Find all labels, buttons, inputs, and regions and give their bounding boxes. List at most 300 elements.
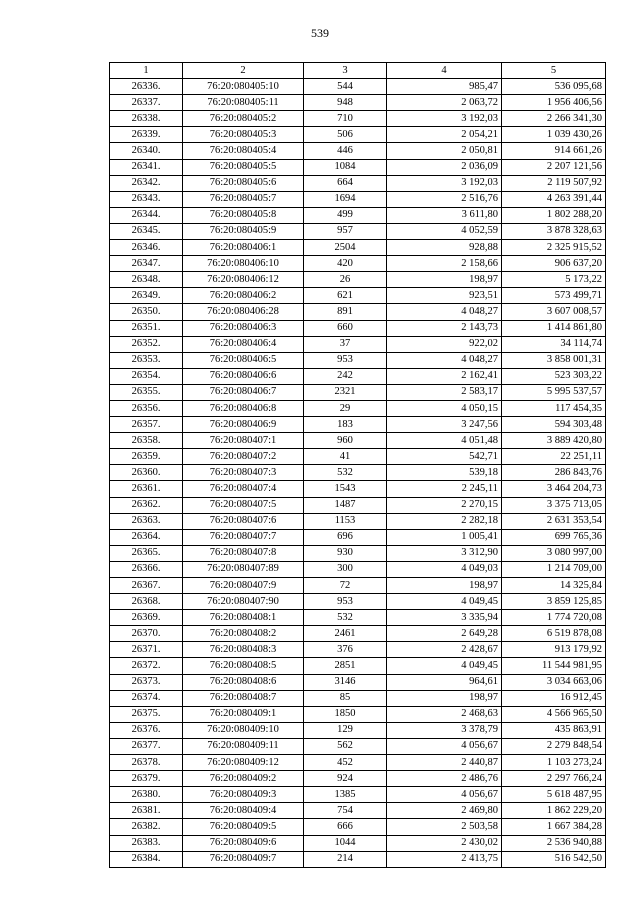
row-number-cell: 26348.: [110, 272, 183, 288]
specific-value-cell: 2 649,28: [387, 626, 502, 642]
specific-value-cell: 198,97: [387, 578, 502, 594]
table-row: [110, 513, 606, 529]
area-cell: 696: [304, 529, 387, 545]
row-number-cell: 26340.: [110, 143, 183, 159]
specific-value-cell: 928,88: [387, 240, 502, 256]
area-cell: 621: [304, 288, 387, 304]
row-number-cell: 26368.: [110, 594, 183, 610]
specific-value-cell: 2 440,87: [387, 755, 502, 771]
area-cell: 1084: [304, 159, 387, 175]
specific-value-cell: 4 051,48: [387, 433, 502, 449]
cadastral-number-cell: 76:20:080405:4: [183, 143, 304, 159]
row-number-cell: 26375.: [110, 706, 183, 722]
area-cell: 666: [304, 819, 387, 835]
cadastral-number-cell: 76:20:080407:8: [183, 545, 304, 561]
specific-value-cell: 2 503,58: [387, 819, 502, 835]
area-cell: 183: [304, 417, 387, 433]
table-row: [110, 674, 606, 690]
cadastral-number-cell: 76:20:080405:11: [183, 95, 304, 111]
table-row: [110, 449, 606, 465]
table-row: [110, 127, 606, 143]
specific-value-cell: 3 247,56: [387, 417, 502, 433]
row-number-cell: 26337.: [110, 95, 183, 111]
cadastral-value-cell: 11 544 981,95: [502, 658, 606, 674]
area-cell: 420: [304, 256, 387, 272]
specific-value-cell: 4 050,15: [387, 400, 502, 416]
cadastral-number-cell: 76:20:080409:1: [183, 706, 304, 722]
specific-value-cell: 3 611,80: [387, 207, 502, 223]
area-cell: 1153: [304, 513, 387, 529]
cadastral-number-cell: 76:20:080409:5: [183, 819, 304, 835]
table-row: [110, 175, 606, 191]
cadastral-value-cell: 699 765,36: [502, 529, 606, 545]
table-row: [110, 594, 606, 610]
cadastral-value-cell: 34 114,74: [502, 336, 606, 352]
specific-value-cell: 3 192,03: [387, 175, 502, 191]
table-row: [110, 240, 606, 256]
area-cell: 1850: [304, 706, 387, 722]
specific-value-cell: 985,47: [387, 79, 502, 95]
table-row: [110, 819, 606, 835]
area-cell: 1543: [304, 481, 387, 497]
cadastral-value-cell: 286 843,76: [502, 465, 606, 481]
cadastral-value-cell: 1 667 384,28: [502, 819, 606, 835]
table-row: [110, 336, 606, 352]
area-cell: 452: [304, 755, 387, 771]
table-row: [110, 610, 606, 626]
table-row: [110, 191, 606, 207]
area-cell: 2851: [304, 658, 387, 674]
specific-value-cell: 3 312,90: [387, 545, 502, 561]
cadastral-value-cell: 1 774 720,08: [502, 610, 606, 626]
cadastral-number-cell: 76:20:080407:7: [183, 529, 304, 545]
cadastral-number-cell: 76:20:080406:3: [183, 320, 304, 336]
row-number-cell: 26344.: [110, 207, 183, 223]
specific-value-cell: 4 048,27: [387, 352, 502, 368]
specific-value-cell: 4 049,03: [387, 561, 502, 577]
cadastral-value-cell: 2 266 341,30: [502, 111, 606, 127]
cadastral-value-cell: 1 414 861,80: [502, 320, 606, 336]
row-number-cell: 26374.: [110, 690, 183, 706]
row-number-cell: 26359.: [110, 449, 183, 465]
cadastral-value-cell: 4 566 965,50: [502, 706, 606, 722]
area-cell: 506: [304, 127, 387, 143]
area-cell: 532: [304, 610, 387, 626]
area-cell: 499: [304, 207, 387, 223]
row-number-cell: 26363.: [110, 513, 183, 529]
area-cell: 2321: [304, 384, 387, 400]
specific-value-cell: 4 056,67: [387, 787, 502, 803]
table-row: [110, 400, 606, 416]
specific-value-cell: 2 143,73: [387, 320, 502, 336]
cadastral-value-cell: 1 039 430,26: [502, 127, 606, 143]
table-row: [110, 545, 606, 561]
row-number-cell: 26371.: [110, 642, 183, 658]
cadastral-number-cell: 76:20:080407:9: [183, 578, 304, 594]
area-cell: 754: [304, 803, 387, 819]
area-cell: 544: [304, 79, 387, 95]
cadastral-number-cell: 76:20:080407:5: [183, 497, 304, 513]
row-number-cell: 26369.: [110, 610, 183, 626]
cadastral-number-cell: 76:20:080408:2: [183, 626, 304, 642]
row-number-cell: 26377.: [110, 738, 183, 754]
table-row: [110, 95, 606, 111]
table-row: [110, 320, 606, 336]
row-number-cell: 26372.: [110, 658, 183, 674]
cadastral-number-cell: 76:20:080406:10: [183, 256, 304, 272]
column-header: 2: [183, 63, 304, 79]
cadastral-value-cell: 5 618 487,95: [502, 787, 606, 803]
row-number-cell: 26343.: [110, 191, 183, 207]
specific-value-cell: 2 469,80: [387, 803, 502, 819]
cadastral-number-cell: 76:20:080406:4: [183, 336, 304, 352]
cadastral-value-cell: 2 536 940,88: [502, 835, 606, 851]
specific-value-cell: 4 049,45: [387, 658, 502, 674]
cadastral-number-cell: 76:20:080408:7: [183, 690, 304, 706]
specific-value-cell: 2 036,09: [387, 159, 502, 175]
cadastral-number-cell: 76:20:080409:11: [183, 738, 304, 754]
area-cell: 214: [304, 851, 387, 867]
row-number-cell: 26367.: [110, 578, 183, 594]
specific-value-cell: 3 335,94: [387, 610, 502, 626]
cadastral-number-cell: 76:20:080408:1: [183, 610, 304, 626]
area-cell: 37: [304, 336, 387, 352]
cadastral-value-cell: 3 375 713,05: [502, 497, 606, 513]
cadastral-value-table: [109, 62, 606, 868]
area-cell: 1044: [304, 835, 387, 851]
cadastral-number-cell: 76:20:080409:12: [183, 755, 304, 771]
row-number-cell: 26360.: [110, 465, 183, 481]
area-cell: 1487: [304, 497, 387, 513]
table-row: [110, 256, 606, 272]
cadastral-value-cell: 1 802 288,20: [502, 207, 606, 223]
cadastral-value-cell: 435 863,91: [502, 722, 606, 738]
row-number-cell: 26361.: [110, 481, 183, 497]
row-number-cell: 26353.: [110, 352, 183, 368]
area-cell: 891: [304, 304, 387, 320]
row-number-cell: 26362.: [110, 497, 183, 513]
area-cell: 41: [304, 449, 387, 465]
row-number-cell: 26356.: [110, 400, 183, 416]
table-row: [110, 787, 606, 803]
cadastral-value-cell: 2 119 507,92: [502, 175, 606, 191]
cadastral-number-cell: 76:20:080407:6: [183, 513, 304, 529]
cadastral-number-cell: 76:20:080408:3: [183, 642, 304, 658]
specific-value-cell: 1 005,41: [387, 529, 502, 545]
cadastral-value-cell: 536 095,68: [502, 79, 606, 95]
specific-value-cell: 4 056,67: [387, 738, 502, 754]
cadastral-number-cell: 76:20:080407:4: [183, 481, 304, 497]
cadastral-value-cell: 1 214 709,00: [502, 561, 606, 577]
cadastral-value-cell: 3 858 001,31: [502, 352, 606, 368]
cadastral-number-cell: 76:20:080405:9: [183, 223, 304, 239]
table-row: [110, 352, 606, 368]
specific-value-cell: 2 245,11: [387, 481, 502, 497]
row-number-cell: 26376.: [110, 722, 183, 738]
table-row: [110, 417, 606, 433]
cadastral-value-cell: 6 519 878,08: [502, 626, 606, 642]
specific-value-cell: 4 048,27: [387, 304, 502, 320]
area-cell: 29: [304, 400, 387, 416]
area-cell: 129: [304, 722, 387, 738]
row-number-cell: 26384.: [110, 851, 183, 867]
table-row: [110, 465, 606, 481]
row-number-cell: 26346.: [110, 240, 183, 256]
specific-value-cell: 922,02: [387, 336, 502, 352]
table-row: [110, 304, 606, 320]
table-row: [110, 433, 606, 449]
row-number-cell: 26347.: [110, 256, 183, 272]
column-header: 5: [502, 63, 606, 79]
header-row: [110, 63, 606, 79]
table-row: [110, 288, 606, 304]
area-cell: 710: [304, 111, 387, 127]
area-cell: 953: [304, 594, 387, 610]
table-row: [110, 497, 606, 513]
row-number-cell: 26342.: [110, 175, 183, 191]
cadastral-number-cell: 76:20:080407:1: [183, 433, 304, 449]
specific-value-cell: 198,97: [387, 272, 502, 288]
table-row: [110, 835, 606, 851]
specific-value-cell: 4 052,59: [387, 223, 502, 239]
specific-value-cell: 2 413,75: [387, 851, 502, 867]
specific-value-cell: 3 378,79: [387, 722, 502, 738]
row-number-cell: 26352.: [110, 336, 183, 352]
cadastral-number-cell: 76:20:080407:90: [183, 594, 304, 610]
row-number-cell: 26354.: [110, 368, 183, 384]
row-number-cell: 26351.: [110, 320, 183, 336]
specific-value-cell: 2 583,17: [387, 384, 502, 400]
area-cell: 300: [304, 561, 387, 577]
cadastral-number-cell: 76:20:080405:6: [183, 175, 304, 191]
cadastral-value-cell: 14 325,84: [502, 578, 606, 594]
cadastral-number-cell: 76:20:080405:3: [183, 127, 304, 143]
table-row: [110, 159, 606, 175]
area-cell: 957: [304, 223, 387, 239]
table-row: [110, 207, 606, 223]
row-number-cell: 26381.: [110, 803, 183, 819]
area-cell: 376: [304, 642, 387, 658]
table-row: [110, 626, 606, 642]
specific-value-cell: 2 468,63: [387, 706, 502, 722]
specific-value-cell: 2 486,76: [387, 771, 502, 787]
cadastral-number-cell: 76:20:080409:7: [183, 851, 304, 867]
cadastral-value-cell: 4 263 391,44: [502, 191, 606, 207]
cadastral-value-cell: 1 956 406,56: [502, 95, 606, 111]
specific-value-cell: 2 162,41: [387, 368, 502, 384]
row-number-cell: 26373.: [110, 674, 183, 690]
cadastral-number-cell: 76:20:080409:6: [183, 835, 304, 851]
specific-value-cell: 2 270,15: [387, 497, 502, 513]
cadastral-value-cell: 117 454,35: [502, 400, 606, 416]
row-number-cell: 26382.: [110, 819, 183, 835]
cadastral-number-cell: 76:20:080406:6: [183, 368, 304, 384]
table-row: [110, 529, 606, 545]
cadastral-value-cell: 516 542,50: [502, 851, 606, 867]
specific-value-cell: 2 430,02: [387, 835, 502, 851]
cadastral-number-cell: 76:20:080407:2: [183, 449, 304, 465]
row-number-cell: 26341.: [110, 159, 183, 175]
cadastral-number-cell: 76:20:080406:28: [183, 304, 304, 320]
cadastral-number-cell: 76:20:080406:2: [183, 288, 304, 304]
cadastral-number-cell: 76:20:080406:8: [183, 400, 304, 416]
table-row: [110, 578, 606, 594]
specific-value-cell: 2 516,76: [387, 191, 502, 207]
row-number-cell: 26383.: [110, 835, 183, 851]
table-row: [110, 690, 606, 706]
cadastral-number-cell: 76:20:080409:10: [183, 722, 304, 738]
table-row: [110, 722, 606, 738]
row-number-cell: 26336.: [110, 79, 183, 95]
row-number-cell: 26355.: [110, 384, 183, 400]
table-row: [110, 272, 606, 288]
cadastral-number-cell: 76:20:080406:9: [183, 417, 304, 433]
cadastral-value-cell: 906 637,20: [502, 256, 606, 272]
row-number-cell: 26379.: [110, 771, 183, 787]
row-number-cell: 26345.: [110, 223, 183, 239]
cadastral-value-cell: 3 878 328,63: [502, 223, 606, 239]
cadastral-number-cell: 76:20:080405:5: [183, 159, 304, 175]
cadastral-value-cell: 3 080 997,00: [502, 545, 606, 561]
column-header: 4: [387, 63, 502, 79]
cadastral-value-cell: 594 303,48: [502, 417, 606, 433]
row-number-cell: 26364.: [110, 529, 183, 545]
table-row: [110, 658, 606, 674]
table-row: [110, 111, 606, 127]
row-number-cell: 26350.: [110, 304, 183, 320]
page-number: 539: [311, 26, 329, 40]
row-number-cell: 26357.: [110, 417, 183, 433]
row-number-cell: 26365.: [110, 545, 183, 561]
table-row: [110, 706, 606, 722]
table-row: [110, 642, 606, 658]
table-row: [110, 755, 606, 771]
area-cell: 953: [304, 352, 387, 368]
cadastral-value-cell: 573 499,71: [502, 288, 606, 304]
area-cell: 960: [304, 433, 387, 449]
cadastral-value-cell: 914 661,26: [502, 143, 606, 159]
column-header: 1: [110, 63, 183, 79]
area-cell: 72: [304, 578, 387, 594]
table-row: [110, 481, 606, 497]
column-header: 3: [304, 63, 387, 79]
cadastral-number-cell: 76:20:080405:2: [183, 111, 304, 127]
cadastral-value-cell: 5 173,22: [502, 272, 606, 288]
area-cell: 1694: [304, 191, 387, 207]
cadastral-number-cell: 76:20:080407:3: [183, 465, 304, 481]
cadastral-number-cell: 76:20:080408:5: [183, 658, 304, 674]
cadastral-number-cell: 76:20:080405:7: [183, 191, 304, 207]
row-number-cell: 26366.: [110, 561, 183, 577]
area-cell: 660: [304, 320, 387, 336]
cadastral-value-cell: 523 303,22: [502, 368, 606, 384]
cadastral-value-cell: 1 862 229,20: [502, 803, 606, 819]
cadastral-value-cell: 2 325 915,52: [502, 240, 606, 256]
table-row: [110, 368, 606, 384]
cadastral-number-cell: 76:20:080406:12: [183, 272, 304, 288]
specific-value-cell: 3 192,03: [387, 111, 502, 127]
area-cell: 924: [304, 771, 387, 787]
cadastral-number-cell: 76:20:080408:6: [183, 674, 304, 690]
cadastral-number-cell: 76:20:080409:2: [183, 771, 304, 787]
table-body: [110, 79, 606, 868]
table-row: [110, 79, 606, 95]
cadastral-value-cell: 2 279 848,54: [502, 738, 606, 754]
table-row: [110, 143, 606, 159]
specific-value-cell: 2 050,81: [387, 143, 502, 159]
specific-value-cell: 2 158,66: [387, 256, 502, 272]
area-cell: 3146: [304, 674, 387, 690]
cadastral-number-cell: 76:20:080405:8: [183, 207, 304, 223]
row-number-cell: 26380.: [110, 787, 183, 803]
table-row: [110, 561, 606, 577]
table-row: [110, 771, 606, 787]
area-cell: 242: [304, 368, 387, 384]
area-cell: 446: [304, 143, 387, 159]
cadastral-value-cell: 3 607 008,57: [502, 304, 606, 320]
table-row: [110, 803, 606, 819]
cadastral-value-cell: 2 631 353,54: [502, 513, 606, 529]
row-number-cell: 26349.: [110, 288, 183, 304]
row-number-cell: 26338.: [110, 111, 183, 127]
specific-value-cell: 542,71: [387, 449, 502, 465]
table-row: [110, 738, 606, 754]
cadastral-value-cell: 3 889 420,80: [502, 433, 606, 449]
cadastral-value-cell: 913 179,92: [502, 642, 606, 658]
cadastral-number-cell: 76:20:080405:10: [183, 79, 304, 95]
specific-value-cell: 4 049,45: [387, 594, 502, 610]
specific-value-cell: 2 428,67: [387, 642, 502, 658]
area-cell: 2461: [304, 626, 387, 642]
area-cell: 26: [304, 272, 387, 288]
row-number-cell: 26339.: [110, 127, 183, 143]
cadastral-number-cell: 76:20:080409:3: [183, 787, 304, 803]
specific-value-cell: 539,18: [387, 465, 502, 481]
specific-value-cell: 2 054,21: [387, 127, 502, 143]
specific-value-cell: 964,61: [387, 674, 502, 690]
row-number-cell: 26358.: [110, 433, 183, 449]
cadastral-value-cell: 1 103 273,24: [502, 755, 606, 771]
cadastral-number-cell: 76:20:080406:5: [183, 352, 304, 368]
area-cell: 948: [304, 95, 387, 111]
specific-value-cell: 923,51: [387, 288, 502, 304]
area-cell: 532: [304, 465, 387, 481]
cadastral-value-cell: 5 995 537,57: [502, 384, 606, 400]
cadastral-number-cell: 76:20:080406:1: [183, 240, 304, 256]
cadastral-number-cell: 76:20:080407:89: [183, 561, 304, 577]
cadastral-value-cell: 22 251,11: [502, 449, 606, 465]
area-cell: 1385: [304, 787, 387, 803]
cadastral-number-cell: 76:20:080409:4: [183, 803, 304, 819]
area-cell: 85: [304, 690, 387, 706]
table-row: [110, 851, 606, 867]
table-row: [110, 384, 606, 400]
specific-value-cell: 2 282,18: [387, 513, 502, 529]
area-cell: 930: [304, 545, 387, 561]
specific-value-cell: 198,97: [387, 690, 502, 706]
specific-value-cell: 2 063,72: [387, 95, 502, 111]
row-number-cell: 26370.: [110, 626, 183, 642]
cadastral-value-cell: 16 912,45: [502, 690, 606, 706]
cadastral-number-cell: 76:20:080406:7: [183, 384, 304, 400]
area-cell: 664: [304, 175, 387, 191]
cadastral-value-cell: 2 207 121,56: [502, 159, 606, 175]
cadastral-value-cell: 3 034 663,06: [502, 674, 606, 690]
row-number-cell: 26378.: [110, 755, 183, 771]
area-cell: 2504: [304, 240, 387, 256]
cadastral-value-cell: 2 297 766,24: [502, 771, 606, 787]
cadastral-value-cell: 3 859 125,85: [502, 594, 606, 610]
